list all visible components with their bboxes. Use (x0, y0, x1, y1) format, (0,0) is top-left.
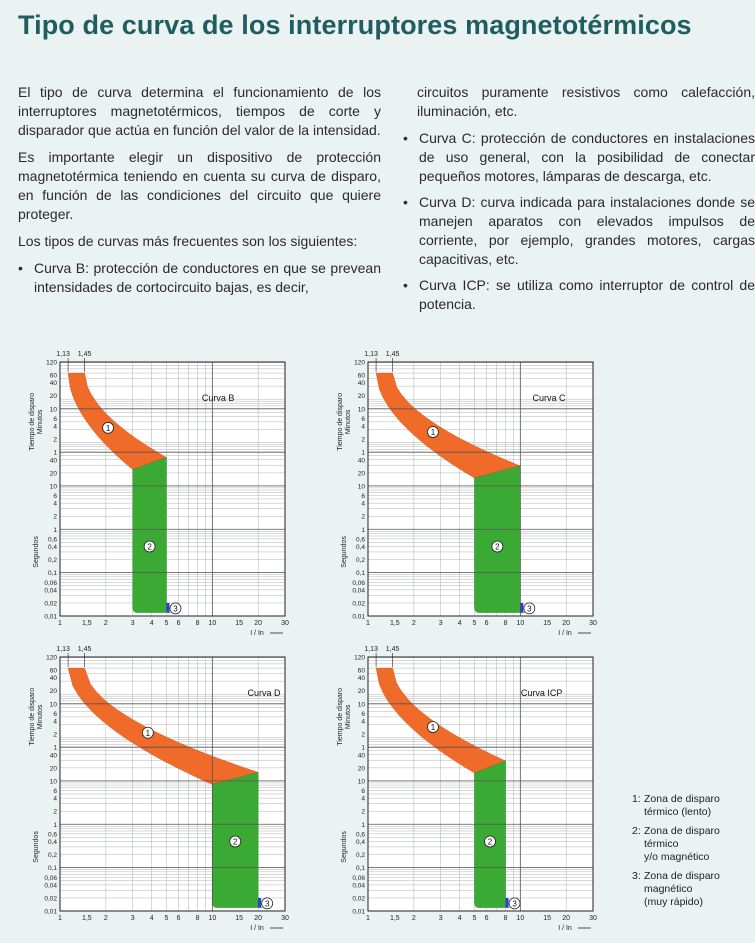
x-tick-label: 30 (589, 620, 597, 627)
x-tick-label: 8 (195, 620, 200, 627)
list-item-curva-b: • Curva B: protección de conductores en que se prevean intensidades de cortocircuito bajas, es decir, (18, 259, 381, 297)
y-tick-minutes: 60 (357, 667, 365, 675)
chart-curva-b (30, 348, 330, 648)
y-tick-minutes: 2 (361, 731, 365, 739)
x-tick-label: 5 (164, 915, 169, 922)
x-tick-label: 15 (543, 915, 552, 922)
chart-title: Curva ICP (520, 688, 563, 699)
y-tick-seconds: 0,4 (47, 544, 57, 552)
top-label-1-13: 1,13 (364, 646, 378, 653)
y-tick-seconds: 0,4 (47, 839, 57, 847)
y-axis-label-seconds: Segundos (33, 536, 40, 568)
y-tick-seconds: 2 (361, 808, 365, 816)
x-tick-label: 1 (58, 620, 62, 627)
top-label-1-13: 1,13 (56, 646, 70, 653)
paragraph-importance: Es importante elegir un dispositivo de protección magnetotérmica teniendo en cuenta su curva de disparo, en función de las condiciones del circuito que quiere proteger. (18, 149, 381, 222)
y-tick-seconds: 0,4 (355, 839, 365, 847)
y-tick-seconds: 0,1 (47, 570, 57, 578)
zone-3-fast-mark (166, 603, 169, 613)
y-tick-seconds: 10 (49, 778, 57, 786)
x-tick-label: 1,5 (81, 620, 92, 627)
top-label-1-45: 1,45 (385, 351, 400, 358)
chart-curva-d (30, 643, 330, 943)
y-tick-seconds: 0,4 (355, 544, 365, 552)
paragraph-intro: El tipo de curva determina el funcionamiento de los interruptores magnetotérmicos, tiempos de corte y disparador que actúa en función del valor de la intensidad. (18, 84, 381, 138)
x-tick-label: 5 (164, 620, 169, 627)
x-tick-label: 1 (366, 915, 370, 922)
y-tick-minutes: 40 (357, 380, 365, 388)
y-tick-minutes: 1 (53, 744, 57, 752)
y-tick-minutes: 4 (53, 423, 57, 431)
y-axis-label-seconds: Segundos (33, 831, 40, 863)
y-tick-seconds: 0,02 (44, 895, 57, 903)
y-tick-seconds: 0,06 (44, 874, 57, 882)
x-axis-label: I / In (558, 630, 572, 637)
y-tick-minutes: 1 (361, 744, 365, 752)
curve-list-continued (403, 129, 755, 314)
legend-item-zone-2: 2: Zona de disparo térmico y/o magnético (632, 825, 720, 863)
y-tick-minutes: 120 (46, 359, 57, 367)
x-tick-label: 20 (254, 620, 263, 627)
y-tick-seconds: 0,2 (47, 852, 57, 860)
y-tick-minutes: 60 (49, 667, 57, 675)
x-tick-label: 10 (208, 915, 217, 922)
chart-title: Curva D (247, 688, 281, 699)
y-tick-minutes: 20 (49, 393, 57, 401)
x-axis-label: I / In (558, 925, 572, 932)
y-axis-label-seconds: Segundos (341, 536, 348, 568)
y-tick-seconds: 6 (53, 493, 57, 501)
y-tick-seconds: 40 (49, 752, 57, 760)
y-tick-seconds: 4 (361, 795, 365, 803)
y-tick-seconds: 20 (357, 470, 365, 478)
x-tick-label: 6 (176, 915, 181, 922)
y-tick-minutes: 2 (53, 436, 57, 444)
zone-3-label: 3 (527, 604, 532, 614)
zone-2-label: 2 (495, 542, 500, 552)
x-axis-label: I / In (250, 630, 264, 637)
y-tick-minutes: 4 (53, 718, 57, 726)
y-tick-seconds: 1 (53, 526, 57, 534)
x-tick-label: 8 (503, 915, 508, 922)
x-tick-label: 1,5 (389, 620, 400, 627)
chart-curva-icp (338, 643, 638, 943)
x-tick-label: 15 (235, 915, 244, 922)
y-tick-seconds: 1 (361, 821, 365, 829)
zone-2-magnetic-band (133, 457, 171, 612)
y-tick-seconds: 0,6 (47, 536, 57, 544)
paragraph-continuation: circuitos puramente resistivos como calefacción, iluminación, etc. (417, 84, 755, 119)
list-item-curva-icp: • Curva ICP: se utiliza como interruptor de control de potencia. (403, 276, 755, 314)
x-tick-label: 6 (484, 620, 489, 627)
y-tick-seconds: 0,2 (355, 557, 365, 565)
top-label-1-13: 1,13 (56, 351, 70, 358)
x-tick-label: 1 (366, 620, 370, 627)
y-tick-minutes: 10 (49, 406, 57, 414)
zone-3-label: 3 (173, 604, 178, 614)
zone-3-fast-mark (506, 898, 509, 908)
x-tick-label: 2 (103, 620, 108, 627)
top-label-1-13: 1,13 (364, 351, 378, 358)
x-tick-label: 3 (438, 915, 443, 922)
y-tick-seconds: 10 (357, 483, 365, 491)
y-tick-seconds: 20 (357, 765, 365, 773)
y-tick-minutes: 6 (53, 415, 57, 423)
zone-2-label: 2 (233, 837, 238, 847)
right-text-column (403, 83, 755, 321)
y-tick-minutes: 20 (357, 688, 365, 696)
zone-1-label: 1 (430, 428, 436, 438)
x-tick-label: 30 (281, 620, 289, 627)
y-tick-seconds: 0,06 (44, 579, 57, 587)
y-tick-seconds: 0,1 (47, 865, 57, 873)
y-tick-seconds: 2 (361, 513, 365, 521)
y-tick-minutes: 1 (361, 449, 365, 457)
y-tick-seconds: 20 (49, 470, 57, 478)
x-tick-label: 10 (208, 620, 217, 627)
y-tick-seconds: 0,2 (47, 557, 57, 565)
y-tick-seconds: 10 (357, 778, 365, 786)
y-tick-seconds: 0,02 (44, 600, 57, 608)
y-tick-minutes: 2 (361, 436, 365, 444)
y-tick-seconds: 0,1 (355, 865, 365, 873)
y-tick-minutes: 6 (361, 415, 365, 423)
y-tick-seconds: 1 (361, 526, 365, 534)
y-tick-minutes: 60 (49, 372, 57, 380)
y-tick-seconds: 0,1 (355, 570, 365, 578)
x-tick-label: 3 (130, 915, 135, 922)
x-tick-label: 5 (472, 620, 477, 627)
y-tick-seconds: 4 (53, 795, 57, 803)
top-label-1-45: 1,45 (385, 646, 400, 653)
y-tick-seconds: 40 (49, 457, 57, 465)
x-tick-label: 3 (438, 620, 443, 627)
x-tick-label: 10 (516, 915, 525, 922)
y-tick-minutes: 10 (49, 701, 57, 709)
y-tick-seconds: 0,01 (44, 613, 57, 621)
y-tick-seconds: 0,6 (355, 831, 365, 839)
y-tick-seconds: 0,02 (352, 600, 365, 608)
x-tick-label: 2 (411, 620, 416, 627)
x-tick-label: 4 (457, 915, 462, 922)
legend-item-zone-3: 3: Zona de disparo magnético (muy rápido) (632, 870, 720, 908)
y-tick-seconds: 0,06 (352, 579, 365, 587)
y-tick-seconds: 0,01 (352, 613, 365, 621)
x-tick-label: 20 (562, 620, 571, 627)
top-label-1-45: 1,45 (77, 646, 92, 653)
x-tick-label: 15 (235, 620, 244, 627)
zone-3-fast-mark (258, 898, 261, 908)
y-tick-seconds: 6 (53, 788, 57, 796)
x-tick-label: 30 (281, 915, 289, 922)
y-tick-minutes: 120 (46, 654, 57, 662)
x-tick-label: 6 (176, 620, 181, 627)
y-tick-minutes: 120 (354, 359, 365, 367)
x-tick-label: 4 (149, 915, 154, 922)
y-tick-minutes: 10 (357, 406, 365, 414)
zone-1-label: 1 (145, 728, 151, 738)
y-tick-seconds: 0,01 (44, 908, 57, 916)
y-tick-seconds: 0,04 (352, 882, 365, 890)
y-tick-minutes: 20 (357, 393, 365, 401)
zone-2-magnetic-band (474, 466, 524, 613)
y-tick-minutes: 4 (361, 423, 365, 431)
x-tick-label: 20 (562, 915, 571, 922)
y-tick-minutes: 6 (53, 710, 57, 718)
x-tick-label: 2 (411, 915, 416, 922)
y-tick-seconds: 2 (53, 808, 57, 816)
x-axis-label: I / In (250, 925, 264, 932)
zone-legend (632, 793, 752, 915)
y-tick-seconds: 0,04 (44, 882, 57, 890)
y-tick-seconds: 10 (49, 483, 57, 491)
y-tick-minutes: 40 (49, 380, 57, 388)
legend-item-zone-1: 1: Zona de disparo térmico (lento) (632, 793, 720, 818)
zone-2-label: 2 (147, 542, 152, 552)
paragraph-types: Los tipos de curvas más frecuentes son los siguientes: (18, 233, 358, 249)
y-tick-minutes: 60 (357, 372, 365, 380)
y-tick-minutes: 6 (361, 710, 365, 718)
x-tick-label: 10 (516, 620, 525, 627)
y-tick-minutes: 120 (354, 654, 365, 662)
y-tick-seconds: 6 (361, 493, 365, 501)
y-tick-seconds: 0,02 (352, 895, 365, 903)
zone-1-label: 1 (430, 723, 436, 733)
zone-1-label: 1 (105, 423, 111, 433)
chart-title: Curva C (532, 393, 566, 404)
top-label-1-45: 1,45 (77, 351, 92, 358)
y-tick-minutes: 1 (53, 449, 57, 457)
y-tick-seconds: 0,06 (352, 874, 365, 882)
y-axis-label-seconds: Segundos (341, 831, 348, 863)
x-tick-label: 1,5 (389, 915, 400, 922)
y-tick-seconds: 0,2 (355, 852, 365, 860)
y-axis-label-minutes: Tiempo de disparoMinutos (29, 392, 44, 451)
zone-2-magnetic-band (474, 761, 509, 908)
page-title: Tipo de curva de los interruptores magnetotérmicos (18, 10, 692, 40)
x-tick-label: 6 (484, 915, 489, 922)
y-tick-minutes: 40 (357, 675, 365, 683)
x-tick-label: 4 (149, 620, 154, 627)
y-tick-minutes: 10 (357, 701, 365, 709)
y-axis-label-minutes: Tiempo de disparoMinutos (337, 687, 352, 746)
x-tick-label: 1 (58, 915, 62, 922)
zone-3-label: 3 (264, 899, 270, 909)
zone-3-fast-mark (520, 603, 523, 613)
y-tick-seconds: 0,04 (44, 587, 57, 595)
chart-curva-c (338, 348, 638, 648)
y-tick-seconds: 20 (49, 765, 57, 773)
y-tick-seconds: 6 (361, 788, 365, 796)
y-axis-label-minutes: Tiempo de disparoMinutos (29, 687, 44, 746)
x-tick-label: 8 (195, 915, 200, 922)
y-tick-minutes: 40 (49, 675, 57, 683)
x-tick-label: 3 (130, 620, 135, 627)
y-tick-minutes: 2 (53, 731, 57, 739)
y-tick-seconds: 2 (53, 513, 57, 521)
list-item-curva-c: • Curva C: protección de conductores en instalaciones de uso general, con la posibilidad de conectar pequeños motores, lámparas de descarga, etc. (403, 129, 755, 186)
y-tick-minutes: 4 (361, 718, 365, 726)
y-axis-label-minutes: Tiempo de disparoMinutos (337, 392, 352, 451)
y-tick-seconds: 40 (357, 752, 365, 760)
list-item-curva-d: • Curva D: curva indicada para instalaciones donde se manejen aparatos con elevados impulsos de corriente, por ejemplo, grandes motores, cargas capacitivas, etc. (403, 193, 755, 269)
zone-2-label: 2 (487, 837, 493, 847)
y-tick-seconds: 4 (53, 500, 57, 508)
x-tick-label: 5 (472, 915, 477, 922)
y-tick-seconds: 0,6 (355, 536, 365, 544)
zone-3-label: 3 (512, 899, 517, 909)
x-tick-label: 4 (457, 620, 462, 627)
y-tick-seconds: 0,04 (352, 587, 365, 595)
y-tick-minutes: 20 (49, 688, 57, 696)
x-tick-label: 15 (543, 620, 552, 627)
y-tick-seconds: 0,01 (352, 908, 365, 916)
y-tick-seconds: 40 (357, 457, 365, 465)
y-tick-seconds: 1 (53, 821, 57, 829)
x-tick-label: 20 (254, 915, 263, 922)
y-tick-seconds: 0,6 (47, 831, 57, 839)
chart-title: Curva B (201, 393, 235, 404)
left-text-column (18, 83, 381, 304)
x-tick-label: 8 (503, 620, 508, 627)
x-tick-label: 1,5 (81, 915, 92, 922)
x-tick-label: 2 (103, 915, 108, 922)
x-tick-label: 30 (589, 915, 597, 922)
y-tick-seconds: 4 (361, 500, 365, 508)
curve-list (18, 259, 381, 297)
